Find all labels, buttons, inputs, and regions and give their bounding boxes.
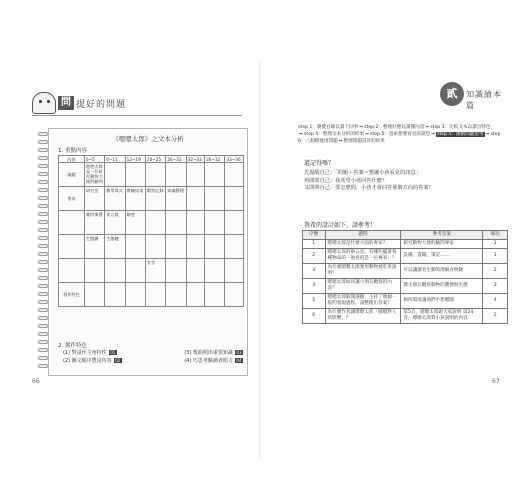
table-cell: 生態鏈 bbox=[105, 235, 125, 259]
ref-badge: 03 bbox=[236, 350, 242, 355]
table-cell: 廁所環境讓他們不想嗯嗯 bbox=[401, 294, 483, 309]
table-cell bbox=[205, 259, 225, 283]
table-cell bbox=[225, 235, 244, 259]
table-row bbox=[59, 156, 244, 163]
table-cell: 嗯嗯太郎是什麼方面的專家？ bbox=[325, 240, 401, 249]
table-cell: 為什麼嗯嗯太郎要用動物被吃來說明？ bbox=[325, 264, 401, 279]
reminder-line: 又問問自己：要怎麼問，小孩才會回答那個方向的答案？ bbox=[304, 185, 434, 191]
reminder-title: 還記得嗎？ bbox=[304, 160, 335, 167]
table-cell: 嗯嗯太郎如何讓小朋友觀察的內容？ bbox=[325, 279, 401, 294]
table-cell: 6~11 bbox=[105, 156, 125, 163]
table-cell bbox=[84, 283, 104, 307]
table-cell: 6 bbox=[303, 309, 326, 324]
reminder-line: 再問問自己：我希望小孩回答什麼？ bbox=[304, 177, 388, 184]
section-title: 1. 重點內容 bbox=[58, 148, 87, 154]
chapter-badge: 問 bbox=[58, 96, 74, 110]
arrow-icon: ➡ bbox=[425, 125, 430, 130]
table-cell bbox=[225, 283, 244, 307]
table-cell: 數學算式 bbox=[105, 187, 125, 211]
table-row bbox=[303, 309, 508, 324]
table-row bbox=[59, 259, 244, 283]
table-cell bbox=[105, 283, 125, 307]
table-row bbox=[59, 235, 244, 259]
table-cell bbox=[166, 211, 186, 235]
step-label: step 3：比較文本以讀出特色 bbox=[430, 125, 491, 130]
table-cell bbox=[205, 235, 225, 259]
table-cell bbox=[225, 211, 244, 235]
chapter-title: 提好的問題 bbox=[76, 100, 127, 110]
table-cell: 12~19 bbox=[125, 156, 145, 163]
table-cell bbox=[186, 187, 205, 211]
table-cell bbox=[205, 283, 225, 307]
table-cell: 第5頁，嗯嗯太郎跟大家說明 第24頁，嗯嗯太郎對小孩說明的內容 bbox=[401, 309, 483, 324]
section-title: 2. 創作特色 bbox=[58, 343, 87, 349]
table-cell bbox=[145, 211, 165, 235]
table-cell: 研究室 bbox=[84, 187, 104, 211]
column-header: 層次 bbox=[483, 231, 508, 240]
step-label: step 5：啟動問題思考 bbox=[437, 132, 484, 138]
arrow-icon: ➡ bbox=[485, 132, 490, 138]
table-cell bbox=[59, 235, 85, 259]
table-cell bbox=[59, 259, 85, 283]
table-cell: 4 bbox=[303, 279, 326, 294]
table-cell bbox=[186, 211, 205, 235]
table-cell: 20~25 bbox=[145, 156, 165, 163]
table-cell bbox=[225, 187, 244, 211]
table-cell: 內容 bbox=[59, 156, 85, 163]
question-table bbox=[302, 230, 508, 324]
ref-badge: 04 bbox=[236, 357, 242, 363]
step-label: step 2：整理狀態以讀懂內容 bbox=[364, 125, 425, 130]
table-cell: 5 bbox=[303, 294, 326, 309]
table-cell: 設備、書籍、筆記…… bbox=[401, 249, 483, 264]
column-header: 參考答案 bbox=[401, 231, 483, 240]
mascot-eye bbox=[47, 100, 50, 103]
table-cell: 可以讓讀者生動的理解食物鏈 bbox=[401, 264, 483, 279]
table-row bbox=[303, 279, 508, 294]
table-cell: 嗯嗯太郎解開謎題，主持了幾個一般的發現過程，請整理出答案？ bbox=[325, 294, 401, 309]
list-item bbox=[63, 358, 243, 366]
table-cell: 33~36 bbox=[225, 156, 244, 163]
reminder-line: 先提醒自己：「問題＋答案＝整讓小孩看見的訊息」 bbox=[304, 170, 421, 176]
table-cell: 知識整理 bbox=[166, 187, 186, 211]
table-cell: 廁所佈置 bbox=[84, 211, 104, 235]
design-title: 我希的設計如下，請參考！ bbox=[304, 222, 377, 229]
step-label: 整理問題設計的結果 bbox=[343, 139, 385, 145]
table-cell: 為什麼作者讓嗯嗯太郎「嗯嗯對人的影響」？ bbox=[325, 309, 401, 324]
page-number: 67 bbox=[492, 378, 500, 385]
notebook-title: 《嗯嗯太郎》之文本分析 bbox=[112, 135, 184, 143]
table-cell bbox=[186, 283, 205, 307]
table-cell: 解惑 bbox=[125, 211, 145, 235]
table-cell bbox=[166, 283, 186, 307]
table-cell bbox=[125, 283, 145, 307]
table-cell: 宣告 bbox=[145, 259, 165, 283]
step-label: step 5：思索想要看見的訊息 bbox=[369, 132, 431, 138]
right-page bbox=[262, 0, 520, 500]
table-cell: 2 bbox=[483, 309, 508, 324]
feature-text: (1) 對話作主角特性 bbox=[63, 350, 107, 356]
page-number: 66 bbox=[32, 378, 40, 385]
table-cell: 觀察記錄 bbox=[145, 187, 165, 211]
table-cell: 實驗結果 bbox=[125, 187, 145, 211]
arrow-icon: ➡ bbox=[359, 125, 364, 130]
table-cell bbox=[125, 259, 145, 283]
table-row bbox=[303, 264, 508, 279]
table-cell: 專家 bbox=[59, 187, 85, 211]
step-label: step 6：八個標他用問題 bbox=[298, 132, 501, 145]
table-cell bbox=[166, 259, 186, 283]
table-cell bbox=[186, 259, 205, 283]
arrow-icon: ➡ bbox=[365, 132, 369, 138]
table-cell bbox=[166, 163, 186, 187]
table-cell: 1 bbox=[483, 249, 508, 264]
table-cell bbox=[105, 163, 125, 187]
table-cell: 教小朋友觀察動物的糞便與生態 bbox=[401, 279, 483, 294]
reminder-box bbox=[304, 158, 504, 193]
feature-text: (3) 歌曲唱出重要知識 bbox=[184, 350, 233, 356]
table-cell bbox=[225, 259, 244, 283]
right-page-header bbox=[440, 82, 510, 110]
feature-list bbox=[63, 350, 243, 365]
table-cell: 26~31 bbox=[166, 156, 186, 163]
table-cell: 4 bbox=[483, 294, 508, 309]
table-cell: 3 bbox=[483, 279, 508, 294]
column-header: 序號 bbox=[303, 231, 326, 240]
list-item bbox=[63, 350, 243, 358]
table-cell bbox=[186, 235, 205, 259]
table-cell: 嗯嗯太郎的辦公室，有哪些擺著各種物品的「他真的是一位專家」？ bbox=[325, 249, 401, 264]
feature-text: (4) 巧思考驗讀者眼力 bbox=[184, 357, 233, 364]
step-label: step 4：整理文本分析的結果 bbox=[303, 132, 365, 138]
mascot-icon bbox=[32, 92, 56, 114]
table-row bbox=[59, 211, 244, 235]
table-row bbox=[303, 240, 508, 249]
table-row bbox=[59, 187, 244, 211]
table-cell: 2 bbox=[303, 249, 326, 264]
table-header-row bbox=[303, 231, 508, 240]
table-cell bbox=[205, 211, 225, 235]
ref-badge: 01 bbox=[110, 350, 116, 355]
table-cell: 生態鏈 bbox=[84, 235, 104, 259]
table-cell: 32~33 bbox=[186, 156, 205, 163]
table-cell bbox=[225, 163, 244, 187]
table-cell bbox=[105, 259, 125, 283]
table-row bbox=[303, 249, 508, 264]
arrow-icon: ➡ bbox=[299, 132, 303, 138]
table-cell: 1 bbox=[483, 240, 508, 249]
column-header: 題問 bbox=[325, 231, 401, 240]
table-cell: 2 bbox=[483, 264, 508, 279]
chapter-title: 知識繪本篇 bbox=[466, 90, 502, 110]
mascot-eye bbox=[39, 100, 42, 103]
arrow-icon: ➡ bbox=[338, 139, 343, 145]
feature-text: (2) 圖文順序豐富內容 bbox=[63, 357, 112, 364]
table-cell: 0~5 bbox=[84, 156, 104, 163]
table-cell bbox=[145, 163, 165, 187]
table-cell: 寫作特色 bbox=[59, 283, 85, 307]
table-cell bbox=[125, 163, 145, 187]
left-page-header bbox=[32, 92, 242, 116]
table-cell: 26~32 bbox=[205, 156, 225, 163]
table-row bbox=[303, 294, 508, 309]
table-cell bbox=[205, 187, 225, 211]
table-cell: 1 bbox=[303, 240, 326, 249]
table-row bbox=[59, 163, 244, 187]
table-cell bbox=[84, 259, 104, 283]
table-cell bbox=[59, 211, 85, 235]
table-cell: 議題 bbox=[59, 163, 85, 187]
table-cell: 研究動物大便的顧問專家 bbox=[401, 240, 483, 249]
ref-badge: 02 bbox=[115, 357, 121, 363]
table-cell bbox=[125, 235, 145, 259]
table-cell: 嗯嗯太郎是一位研究動物大便的顧問 bbox=[84, 163, 104, 187]
table-cell: 留言板 bbox=[105, 211, 125, 235]
table-cell bbox=[186, 163, 205, 187]
table-cell bbox=[145, 235, 165, 259]
table-cell bbox=[166, 235, 186, 259]
analysis-table bbox=[58, 155, 244, 307]
table-row bbox=[59, 283, 244, 307]
table-cell: 3 bbox=[303, 264, 326, 279]
chapter-badge: 貳 bbox=[440, 82, 464, 106]
table-cell bbox=[205, 163, 225, 187]
arrow-icon: ➡ bbox=[431, 132, 436, 138]
step-label: step 1：瀏覽目錄以讀下回事 bbox=[298, 125, 359, 130]
notebook bbox=[48, 128, 248, 376]
step-sequence bbox=[298, 124, 504, 146]
table-cell bbox=[145, 283, 165, 307]
